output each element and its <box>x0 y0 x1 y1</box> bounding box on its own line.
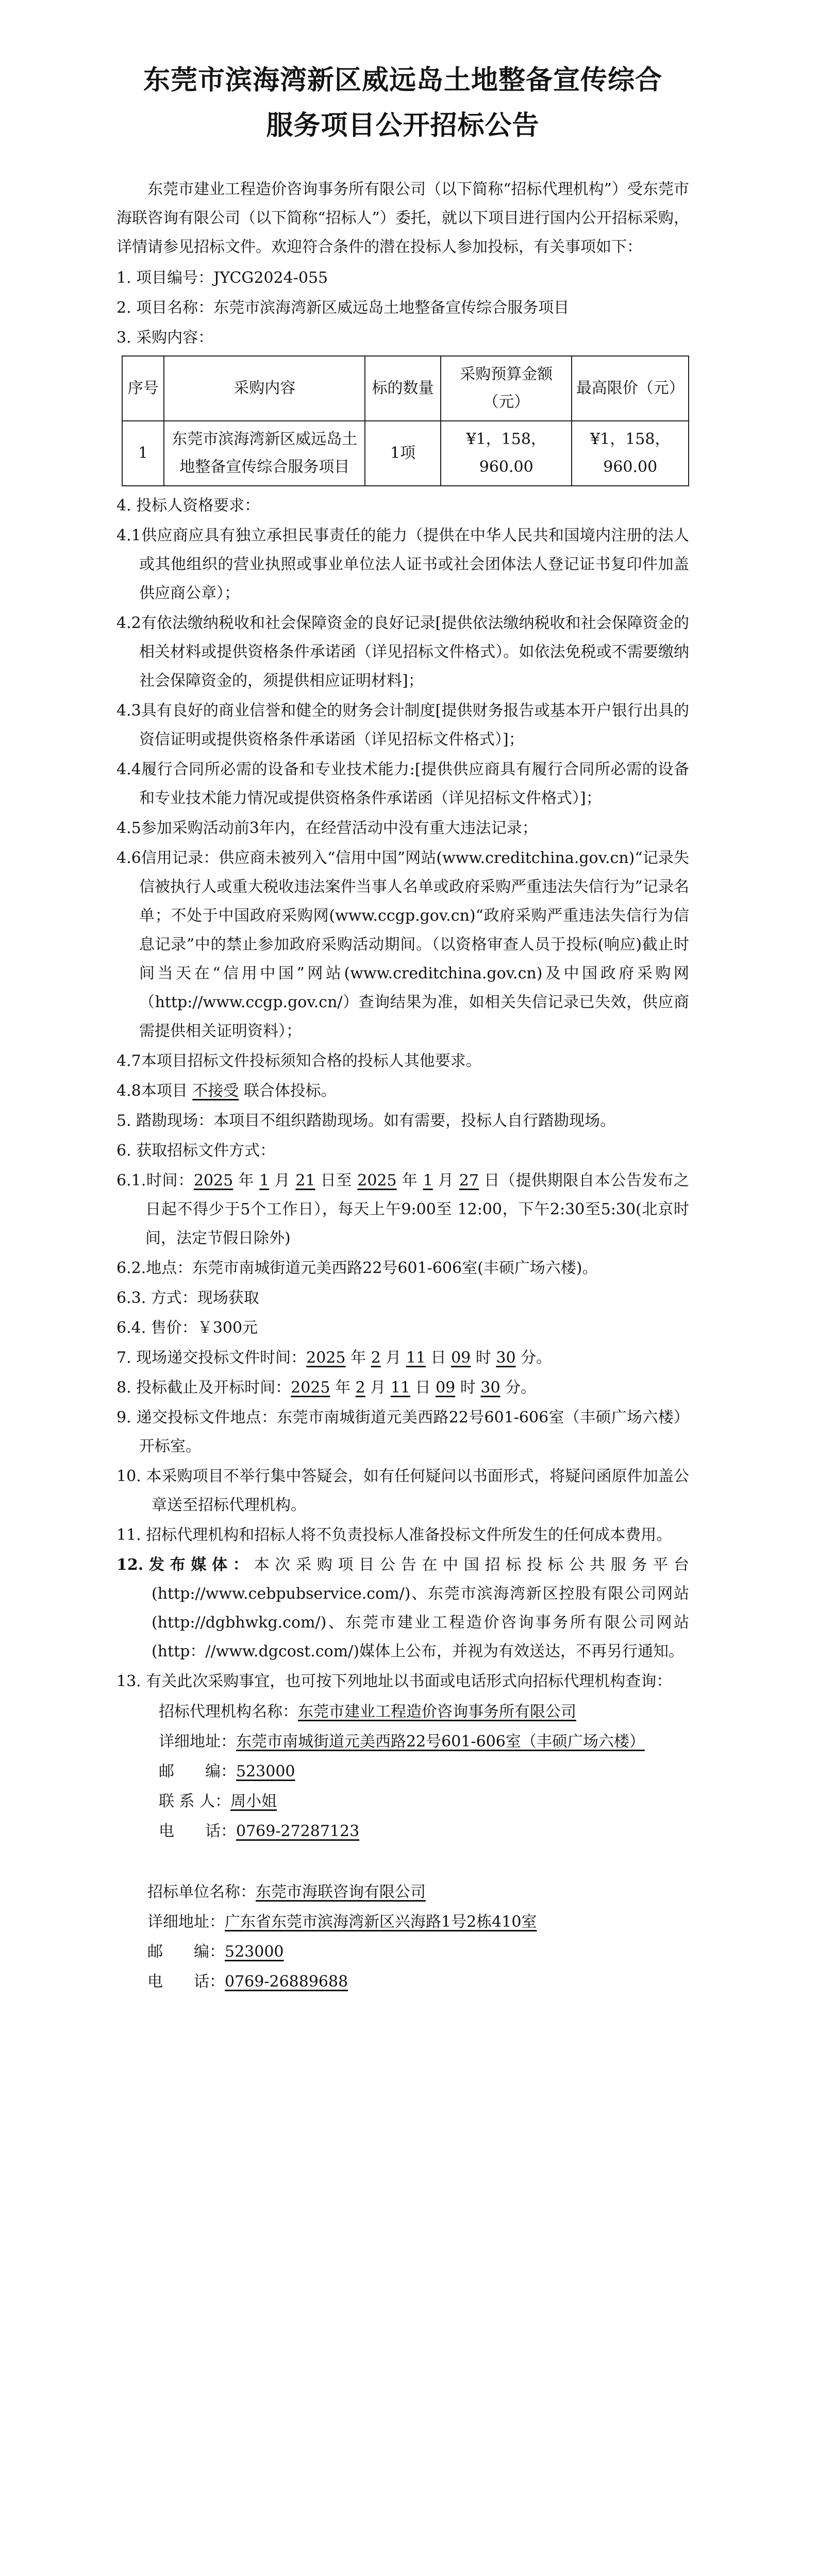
cost-disclaimer: 11. 招标代理机构和招标人将不负责投标人准备投标文件所发生的任何成本费用。 <box>116 1526 672 1544</box>
tenderer-postcode: 523000 <box>225 1943 284 1961</box>
s61-pre: 6.1.时间： <box>116 1172 194 1190</box>
media-label: 12.发布媒体： <box>116 1556 254 1574</box>
s7-year-val: 2025 <box>306 1349 346 1367</box>
s61-post: 日（提供期限自本公告发布之日起不得少于5个工作日），每天上午9:00至 12:00，下午2:30至5:30(北京时间，法定节假日除外) <box>145 1172 689 1247</box>
spacer <box>116 1846 689 1877</box>
cell-quantity: 1项 <box>365 421 441 486</box>
qualification-4-5: 4.5参加采购活动前3年内，在经营活动中没有重大违法记录； <box>116 819 538 837</box>
tenderer-postcode-row <box>147 1937 689 1967</box>
agency-name: 东莞市建业工程造价咨询事务所有限公司 <box>298 1703 576 1721</box>
title-line-1: 东莞市滨海湾新区威远岛土地整备宣传综合 <box>143 65 662 96</box>
agency-address: 东莞市南城街道元美西路22号601-606室（丰硕广场六楼） <box>236 1733 645 1751</box>
tenderer-tel-row <box>147 1967 689 1997</box>
s7-year: 年 <box>350 1349 366 1367</box>
agency-tel-label: 电 话： <box>159 1822 236 1840</box>
s61-month2: 月 <box>438 1172 454 1190</box>
table-row <box>122 421 689 486</box>
agency-person-row <box>159 1787 689 1817</box>
header-quantity: 标的数量 <box>365 356 441 421</box>
header-budget: 采购预算金额（元） <box>441 356 572 421</box>
header-max-price: 最高限价（元） <box>572 356 689 421</box>
agency-postcode-label: 邮 编： <box>159 1762 236 1781</box>
tenderer-name: 东莞市海联咨询有限公司 <box>256 1883 426 1901</box>
tenderer-tel-label: 电 话： <box>147 1973 225 1991</box>
s7-minute-val: 30 <box>496 1349 516 1367</box>
obtain-price: 6.4. 售价：￥300元 <box>116 1319 258 1337</box>
agency-tel-row <box>159 1817 689 1846</box>
s61-d2: 27 <box>459 1172 479 1190</box>
s8-pre: 8. 投标截止及开标时间： <box>116 1379 291 1397</box>
s61-year1: 年 <box>238 1172 255 1190</box>
intro-paragraph: 东莞市建业工程造价咨询事务所有限公司（以下简称“招标代理机构”）受东莞市海联咨询有限公司（以下简称“招标人”）委托，就以下项目进行国内公开招标采购，详情请参见招标文件。欢迎符合条件的潜在投标人参加投标，有关事项如下： <box>116 180 689 256</box>
s61-m1: 1 <box>259 1172 270 1190</box>
qualification-4-3: 4.3具有良好的商业信誉和健全的财务会计制度[提供财务报告或基本开户银行出具的资信证明或提供资格条件承诺函（详见招标文件格式）]； <box>116 702 689 749</box>
s8-month-val: 2 <box>355 1379 365 1397</box>
agency-postcode: 523000 <box>236 1762 295 1781</box>
s8-hour: 时 <box>460 1379 476 1397</box>
tenderer-address-row <box>147 1907 689 1937</box>
tenderer-postcode-label: 邮 编： <box>147 1943 225 1961</box>
title-line-2: 服务项目公开招标公告 <box>266 110 540 141</box>
s61-year2: 年 <box>402 1172 418 1190</box>
agency-address-label: 详细地址： <box>159 1733 236 1751</box>
qualification-4-8 <box>116 1077 689 1106</box>
s8-month: 月 <box>370 1379 386 1397</box>
s61-y1: 2025 <box>193 1172 233 1190</box>
agency-address-row <box>159 1727 689 1757</box>
s8-day-val: 11 <box>390 1379 410 1397</box>
s8-hour-val: 09 <box>436 1379 456 1397</box>
obtain-method: 6.3. 方式：现场获取 <box>116 1289 259 1307</box>
s8-year-val: 2025 <box>291 1379 330 1397</box>
agency-tel: 0769-27287123 <box>236 1822 360 1840</box>
header-content: 采购内容 <box>164 356 365 421</box>
s7-month-val: 2 <box>371 1349 381 1367</box>
tenderer-address: 广东省东莞市滨海湾新区兴海路1号2栋410室 <box>225 1913 537 1931</box>
agency-contact <box>159 1697 689 1846</box>
site-visit: 5. 踏勘现场：本项目不组织踏勘现场。如有需要，投标人自行踏勘现场。 <box>116 1112 616 1130</box>
s8-minute-val: 30 <box>480 1379 500 1397</box>
header-no: 序号 <box>122 356 164 421</box>
s7-day-val: 11 <box>406 1349 426 1367</box>
deadline-time <box>116 1374 689 1402</box>
submission-place: 9. 递交投标文件地点：东莞市南城街道元美西路22号601-606室（丰硕广场六楼）开标室。 <box>116 1409 689 1455</box>
obtain-time <box>116 1166 689 1253</box>
q48-underlined: 不接受 <box>192 1082 239 1100</box>
table-header-row <box>122 356 689 421</box>
project-number: 1. 项目编号：JYCG2024-055 <box>116 269 328 287</box>
q48-pre: 4.8本项目 <box>116 1082 188 1100</box>
qualification-4-7: 4.7本项目招标文件投标须知合格的投标人其他要求。 <box>116 1052 481 1070</box>
agency-name-label: 招标代理机构名称： <box>159 1703 298 1721</box>
procurement-table <box>122 355 689 486</box>
tenderer-name-row <box>147 1877 689 1907</box>
no-qa-meeting: 10. 本采购项目不举行集中答疑会，如有任何疑问以书面形式，将疑问函原件加盖公章送至招标代理机构。 <box>116 1467 689 1514</box>
s61-mid: 日至 <box>320 1172 353 1190</box>
s7-day: 日 <box>430 1349 446 1367</box>
tenderer-tel: 0769-26889688 <box>225 1973 348 1991</box>
inquiry: 13. 有关此次采购事宜，也可按下列地址以书面或电话形式向招标代理机构查询： <box>116 1672 672 1690</box>
q48-post: 联合体投标。 <box>243 1082 337 1100</box>
project-name: 2. 项目名称：东莞市滨海湾新区威远岛土地整备宣传综合服务项目 <box>116 299 570 317</box>
tenderer-name-label: 招标单位名称： <box>147 1883 256 1901</box>
s61-y2: 2025 <box>357 1172 397 1190</box>
s7-pre: 7. 现场递交投标文件时间： <box>116 1349 307 1367</box>
cell-content: 东莞市滨海湾新区威远岛土地整备宣传综合服务项目 <box>164 421 365 486</box>
s8-day: 日 <box>415 1379 431 1397</box>
s7-hour: 时 <box>475 1349 491 1367</box>
s7-month: 月 <box>386 1349 402 1367</box>
agency-postcode-row <box>159 1757 689 1787</box>
qualification-heading: 4. 投标人资格要求： <box>116 497 260 515</box>
tenderer-contact <box>147 1877 689 1997</box>
submission-time <box>116 1344 689 1372</box>
agency-name-row <box>159 1697 689 1727</box>
media-text: 本次采购项目公告在中国招标投标公共服务平台(http://www.cebpubservice.com/)、东莞市滨海湾新区控股有限公司网站(http://dgbhwkg.com/)、东莞市建业工程造价咨询事务所有限公司网站(http：//www.dgcost.com/)媒体上公布，并视为有效送达，不再另行通知。 <box>152 1556 689 1660</box>
s61-month1: 月 <box>274 1172 291 1190</box>
s7-hour-val: 09 <box>451 1349 471 1367</box>
s61-m2: 1 <box>423 1172 433 1190</box>
cell-max-price: ¥1，158，960.00 <box>572 421 689 486</box>
qualification-4-1: 4.1供应商应具有独立承担民事责任的能力（提供在中华人民共和国境内注册的法人或其他组织的营业执照或事业单位法人证书或社会团体法人登记证书复印件加盖供应商公章）； <box>116 527 689 602</box>
agency-person-label: 联 系 人： <box>159 1792 231 1810</box>
media-publish <box>116 1551 689 1666</box>
s61-d1: 21 <box>295 1172 315 1190</box>
procurement-content-heading: 3. 采购内容： <box>116 329 214 347</box>
cell-budget: ¥1，158，960.00 <box>441 421 572 486</box>
tenderer-address-label: 详细地址： <box>147 1913 225 1931</box>
s7-minute: 分。 <box>521 1349 552 1367</box>
obtain-docs-heading: 6. 获取招标文件方式： <box>116 1142 276 1160</box>
agency-person: 周小姐 <box>230 1792 277 1810</box>
cell-no: 1 <box>122 421 164 486</box>
qualification-4-4: 4.4履行合同所必需的设备和专业技术能力:[提供供应商具有履行合同所必需的设备和专业技术能力情况或提供资格条件承诺函（详见招标文件格式）]； <box>116 760 689 807</box>
qualification-4-6: 4.6信用记录：供应商未被列入“信用中国”网站(www.creditchina.gov.cn)“记录失信被执行人或重大税收违法案件当事人名单或政府采购严重违法失信行为”记录名单；不处于中国政府采购网(www.ccgp.gov.cn)“政府采购严重违法失信行为信息记录”中的禁止参加政府采购活动期间。（以资格审查人员于投标(响应)截止时间当天在“信用中国”网站(www.creditchina.gov.cn)及中国政府采购网（http://www.ccgp.gov.cn/）查询结果为准，如相关失信记录已失效，供应商需提供相关证明资料）； <box>116 849 689 1040</box>
s8-year: 年 <box>335 1379 351 1397</box>
page-title <box>116 58 689 148</box>
qualification-4-2: 4.2有依法缴纳税收和社会保障资金的良好记录[提供依法缴纳税收和社会保障资金的相关材料或提供资格条件承诺函（详见招标文件格式）。如依法免税或不需要缴纳社会保障资金的，须提供相应证明材料]； <box>116 614 689 690</box>
obtain-place: 6.2.地点：东莞市南城街道元美西路22号601-606室(丰硕广场六楼)。 <box>116 1259 598 1277</box>
s8-minute: 分。 <box>505 1379 537 1397</box>
